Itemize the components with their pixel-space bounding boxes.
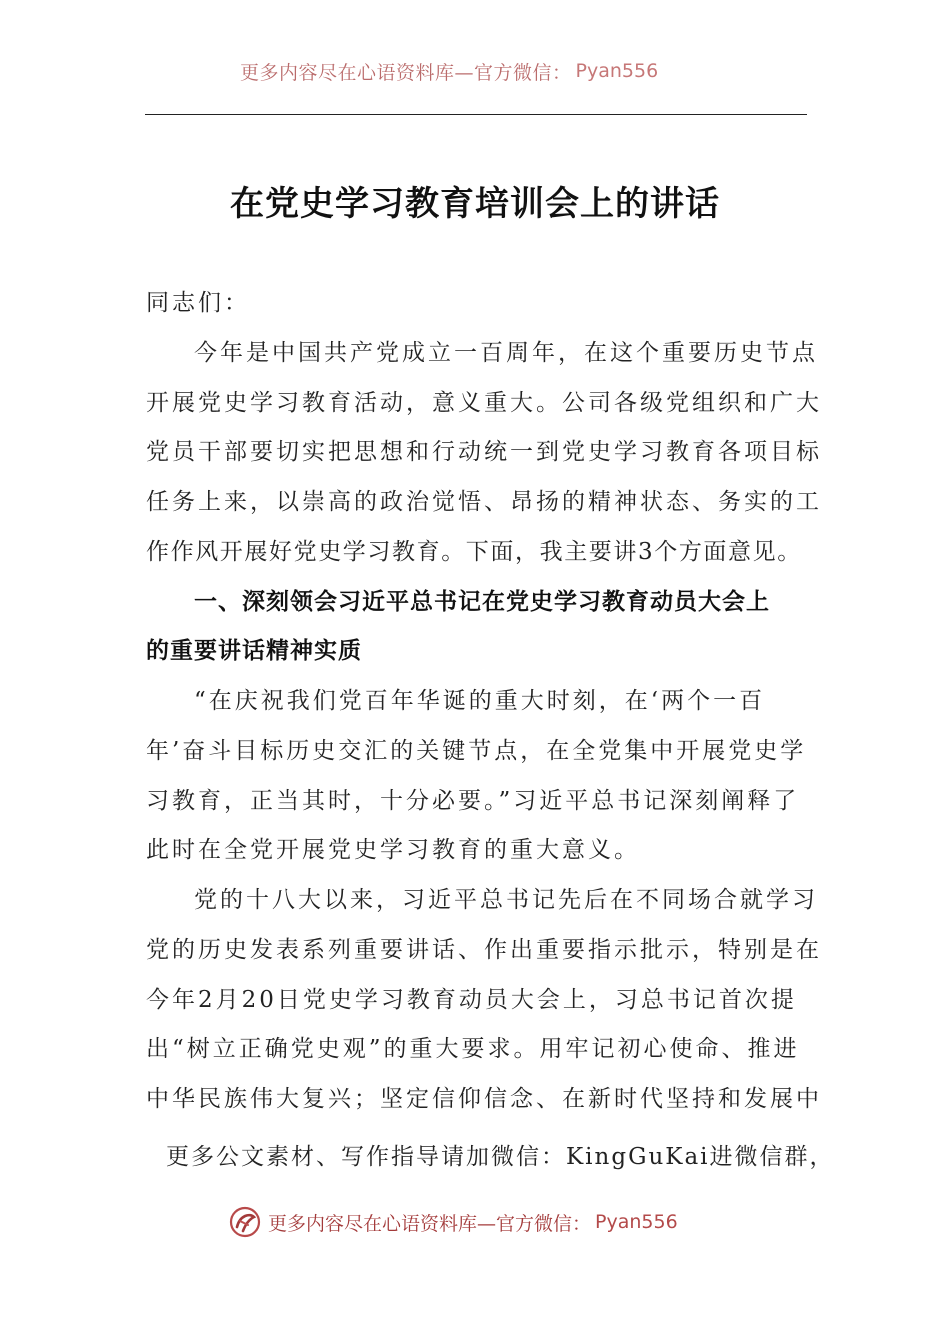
paragraph-line: 年’奋斗目标历史交汇的关键节点，在全党集中开展党史学 <box>146 737 807 764</box>
paragraph-line: 出“树立正确党史观”的重大要求。用牢记初心使命、推进 <box>146 1036 800 1063</box>
paragraph-line: 习教育，正当其时，十分必要。”习近平总书记深刻阐释了 <box>146 787 800 814</box>
paragraph-line: 今年是中国共产党成立一百周年，在这个重要历史节点 <box>194 339 818 366</box>
paragraph-line: 党员干部要切实把思想和行动统一到党史学习教育各项目标 <box>146 439 822 466</box>
promo-line: 更多公文素材、写作指导请加微信：KingGuKai进微信群， <box>166 1144 835 1170</box>
header-watermark <box>240 56 760 86</box>
paragraph-line: 作作风开展好党史学习教育。下面，我主要讲3个方面意见。 <box>146 538 802 565</box>
header-watermark-id: Pyan556 <box>575 60 659 82</box>
footer-watermark-text: 更多内容尽在心语资料库—官方微信： <box>268 1212 592 1235</box>
paragraph-line: 此时在全党开展党史学习教育的重大意义。 <box>146 837 640 864</box>
paragraph-line: 党的历史发表系列重要讲话、作出重要指示批示，特别是在 <box>146 936 822 963</box>
page-title: 在党史学习教育培训会上的讲话 <box>230 184 720 224</box>
section-heading: 的重要讲话精神实质 <box>146 638 362 665</box>
paragraph-line: 中华民族伟大复兴；坚定信仰信念、在新时代坚持和发展中 <box>146 1086 822 1112</box>
seal-logo-icon <box>228 1205 262 1239</box>
header-watermark-text: 更多内容尽在心语资料库—官方微信： <box>240 61 572 84</box>
footer-watermark <box>228 1204 748 1240</box>
paragraph-line: 今年2月20日党史学习教育动员大会上，习总书记首次提 <box>146 986 797 1013</box>
header-rule <box>145 114 807 115</box>
salutation: 同志们： <box>146 290 250 316</box>
footer-watermark-id: Pyan556 <box>595 1211 678 1233</box>
paragraph-line: 党的十八大以来，习近平总书记先后在不同场合就学习 <box>194 887 818 913</box>
section-heading: 一、深刻领会习近平总书记在党史学习教育动员大会上 <box>194 588 770 615</box>
paragraph-line: 开展党史学习教育活动，意义重大。公司各级党组织和广大 <box>146 389 822 416</box>
paragraph-line: 任务上来，以崇高的政治觉悟、昂扬的精神状态、务实的工 <box>146 489 822 515</box>
paragraph-line: “在庆祝我们党百年华诞的重大时刻，在‘两个一百 <box>194 688 766 714</box>
document-body <box>146 279 822 1125</box>
